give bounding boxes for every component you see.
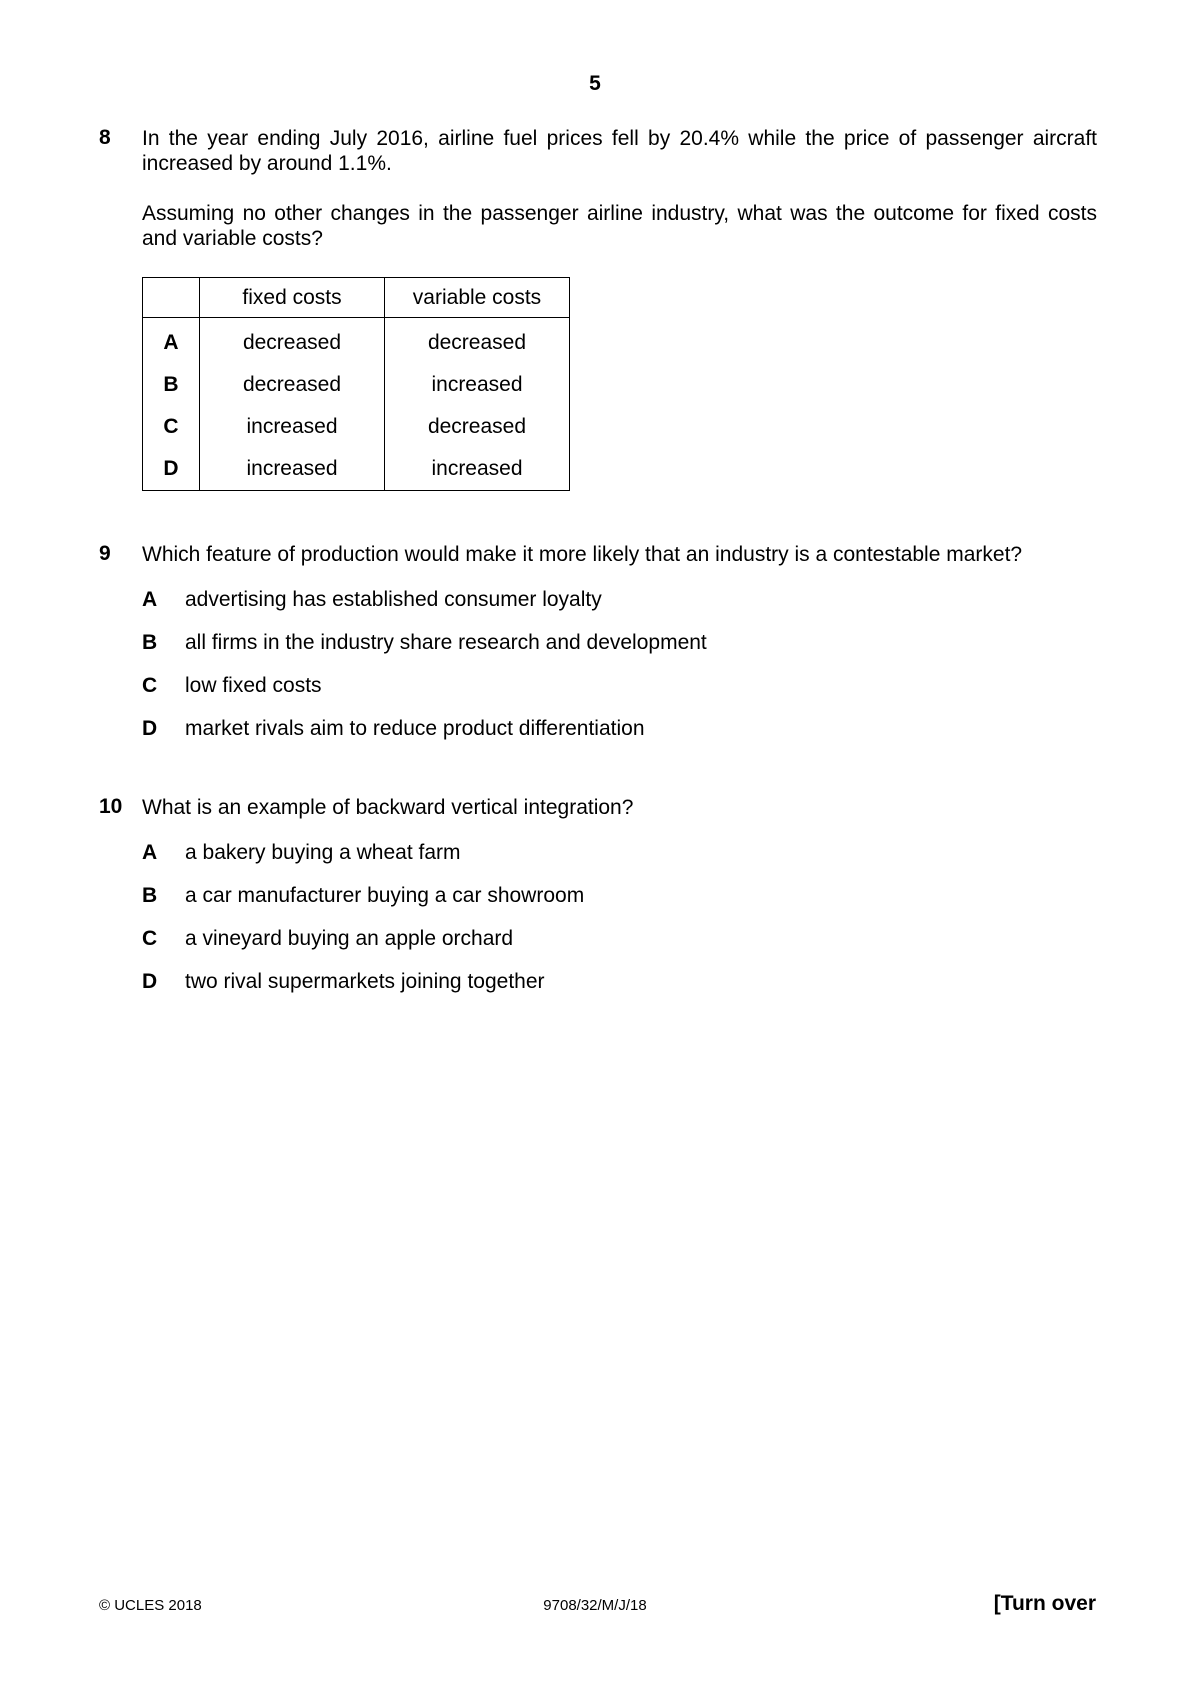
- question-9-number: 9: [99, 542, 111, 565]
- question-10-option-a-letter: A: [142, 841, 158, 864]
- page-number: 5: [589, 72, 601, 95]
- option-letter: C: [143, 406, 200, 448]
- question-9-option-c-text: low fixed costs: [185, 674, 322, 697]
- question-9-stem: Which feature of production would make it more likely that an industry is a contestable market?: [142, 543, 1023, 566]
- question-9-option-a-text: advertising has established consumer loyalty: [185, 588, 602, 611]
- question-8-number: 8: [99, 126, 111, 149]
- variable-costs-cell: decreased: [385, 318, 570, 365]
- table-row: [143, 318, 570, 365]
- question-9-option-d-letter: D: [142, 717, 158, 740]
- fixed-costs-cell: increased: [200, 406, 385, 448]
- option-letter: D: [143, 448, 200, 491]
- variable-costs-cell: increased: [385, 448, 570, 491]
- table-row: [143, 406, 570, 448]
- question-10-number: 10: [99, 795, 123, 818]
- variable-costs-cell: decreased: [385, 406, 570, 448]
- question-9-option-b-text: all firms in the industry share research and development: [185, 631, 707, 654]
- table-row: [143, 364, 570, 406]
- footer-turn-over: [Turn over: [993, 1592, 1096, 1615]
- question-10-option-d-letter: D: [142, 970, 158, 993]
- fixed-costs-cell: increased: [200, 448, 385, 491]
- question-10-option-d-text: two rival supermarkets joining together: [185, 970, 545, 993]
- variable-costs-cell: increased: [385, 364, 570, 406]
- question-9-option-c-letter: C: [142, 674, 158, 697]
- question-10-option-c-text: a vineyard buying an apple orchard: [185, 927, 514, 950]
- table-header-variable-costs: variable costs: [385, 278, 570, 318]
- question-8-prompt: Assuming no other changes in the passenger airline industry, what was the outcome for fixed costs and variable costs?: [142, 202, 1097, 250]
- option-letter: A: [143, 318, 200, 365]
- table-header-row: [143, 278, 570, 318]
- question-10-stem: What is an example of backward vertical integration?: [142, 796, 634, 819]
- table-header-fixed-costs: fixed costs: [200, 278, 385, 318]
- question-9-option-b-letter: B: [142, 631, 158, 654]
- question-8-stem: In the year ending July 2016, airline fuel prices fell by 20.4% while the price of passenger aircraft increased by around 1.1%.: [142, 127, 1097, 175]
- table-header-blank: [143, 278, 200, 318]
- option-letter: B: [143, 364, 200, 406]
- question-10-option-a-text: a bakery buying a wheat farm: [185, 841, 461, 864]
- question-9-option-a-letter: A: [142, 588, 158, 611]
- question-10-option-b-letter: B: [142, 884, 158, 907]
- table-row: [143, 448, 570, 491]
- fixed-costs-cell: decreased: [200, 364, 385, 406]
- footer-copyright: © UCLES 2018: [99, 1597, 202, 1614]
- cost-outcome-table: [142, 277, 570, 491]
- question-10-option-c-letter: C: [142, 927, 158, 950]
- question-10-option-b-text: a car manufacturer buying a car showroom: [185, 884, 585, 907]
- fixed-costs-cell: decreased: [200, 318, 385, 365]
- question-9-option-d-text: market rivals aim to reduce product differentiation: [185, 717, 645, 740]
- footer-paper-code: 9708/32/M/J/18: [543, 1597, 647, 1614]
